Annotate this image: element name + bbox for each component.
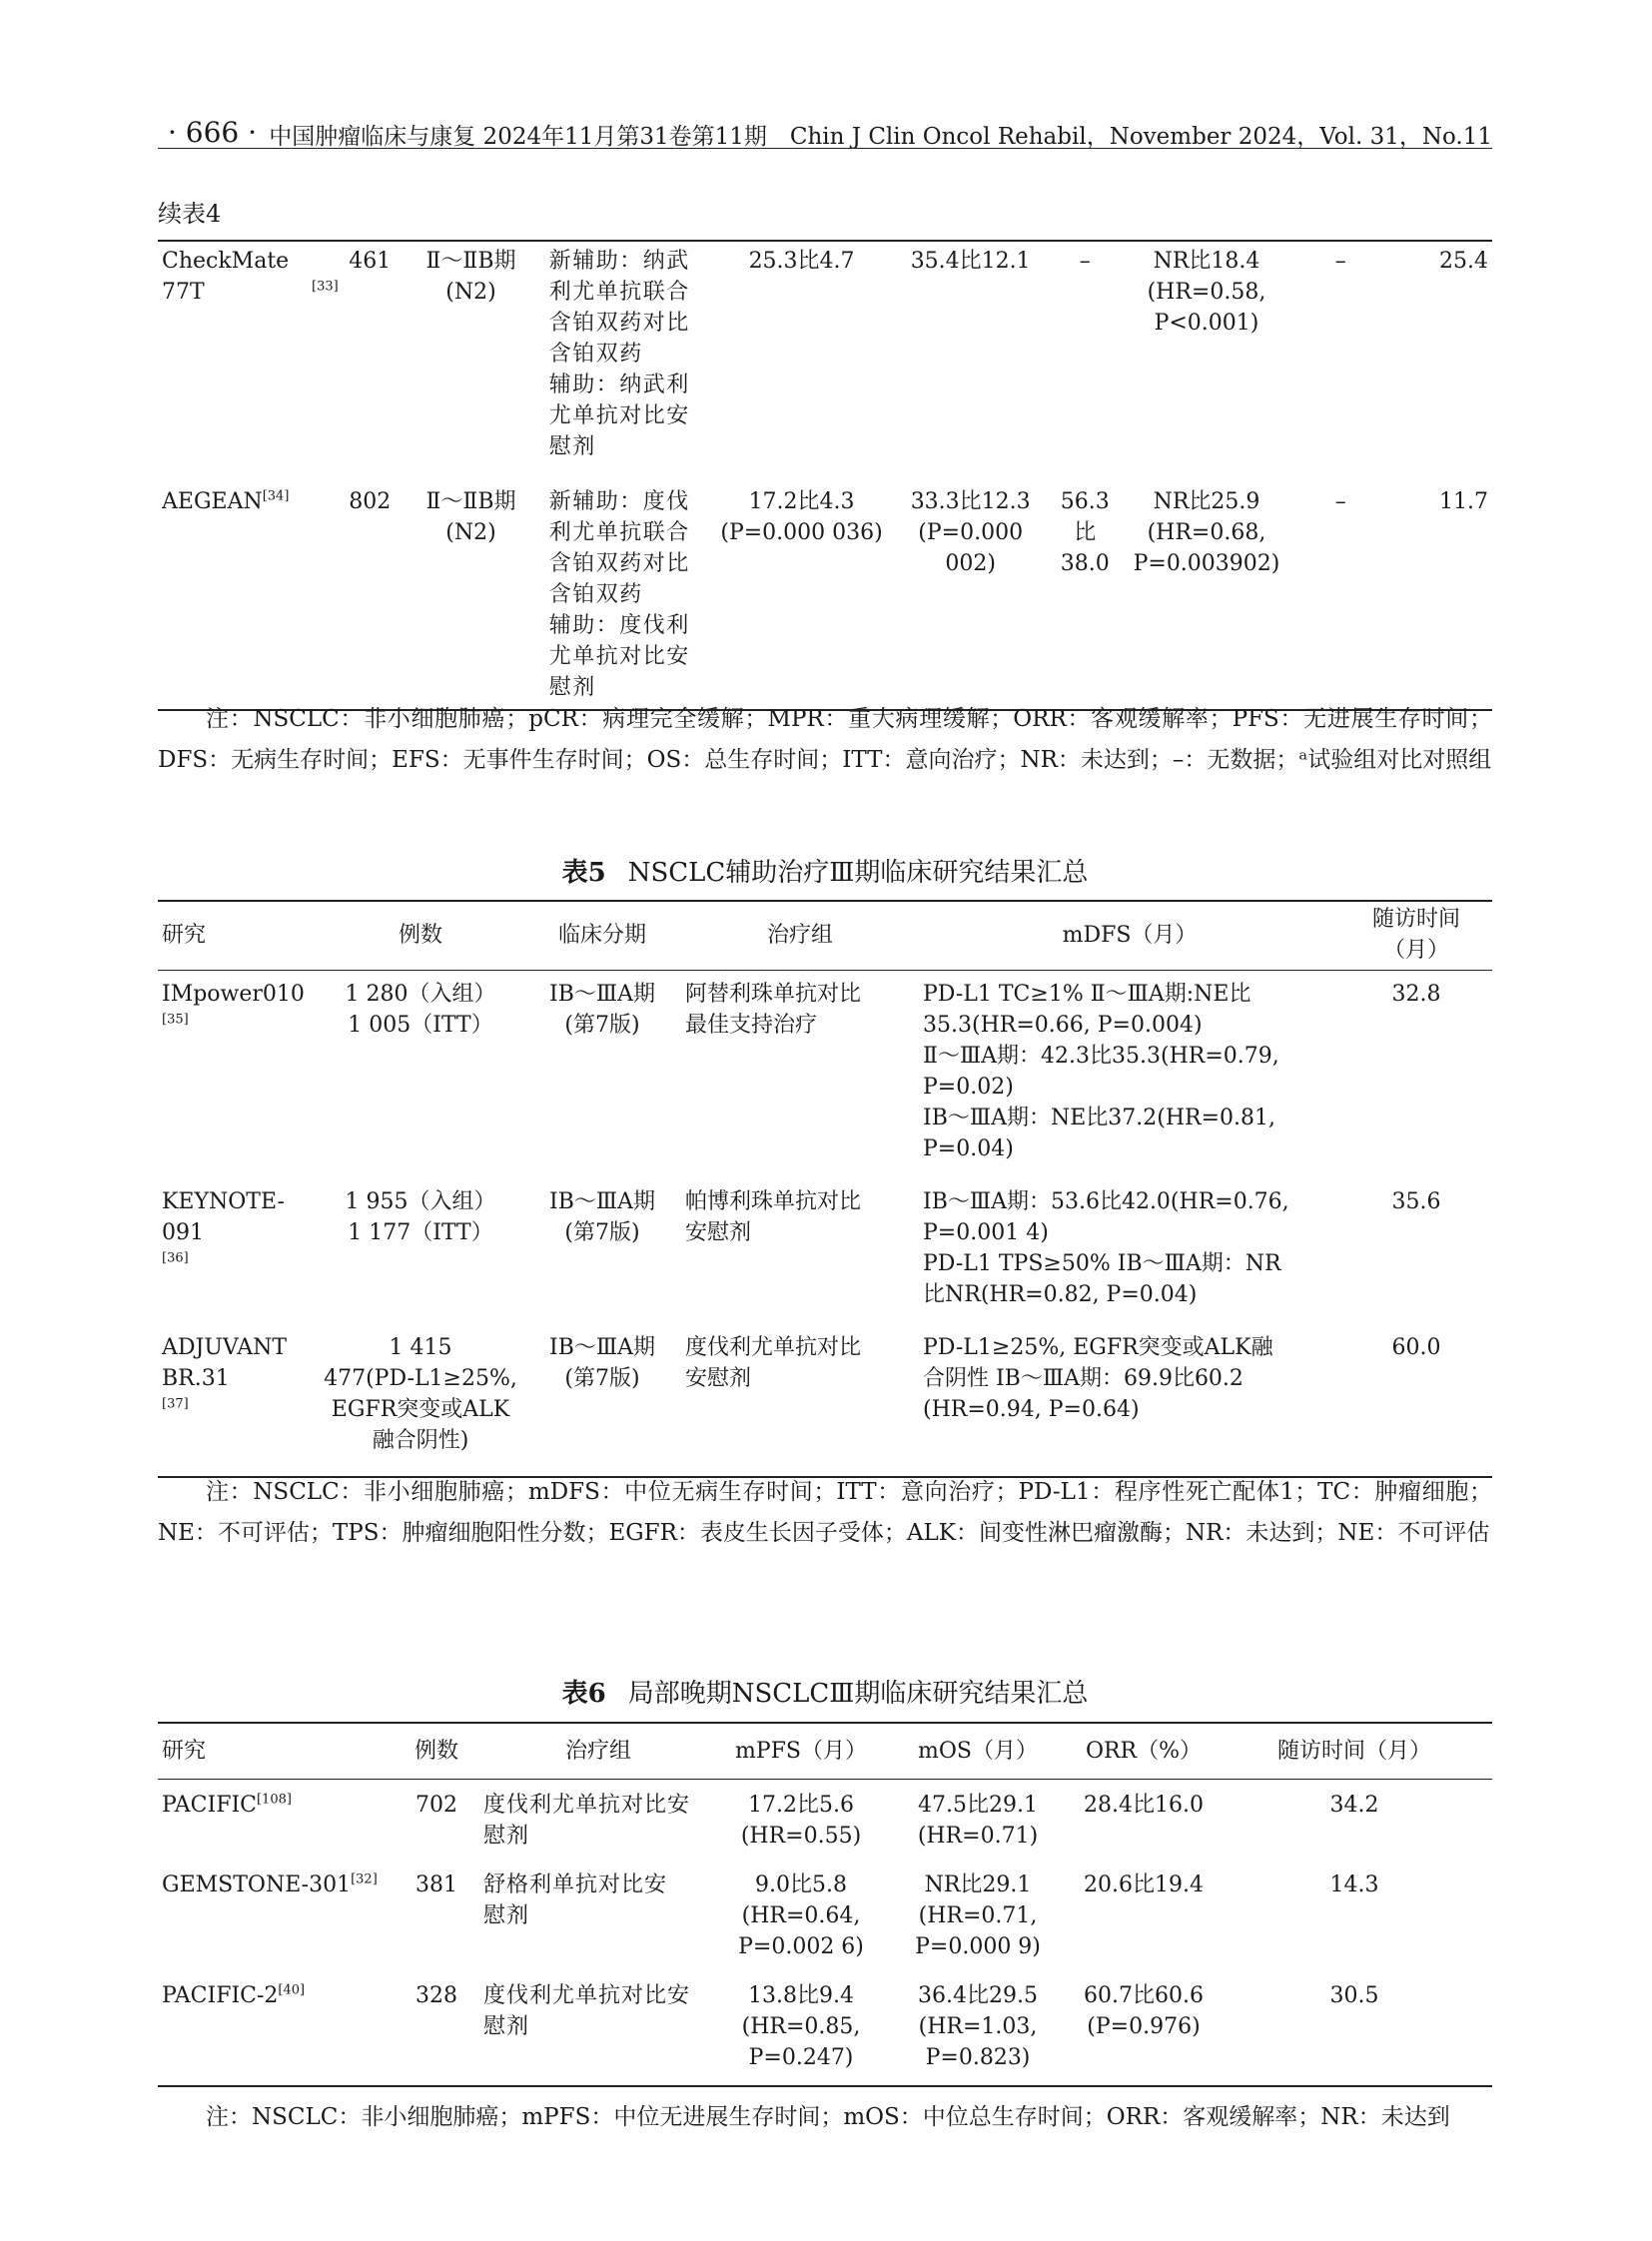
cell-line: 阿替利珠单抗对比 xyxy=(685,982,862,1007)
cell-line: 20.6比19.4 xyxy=(1084,1872,1204,1897)
th-study: 研究 xyxy=(162,923,207,948)
cell-line: 比NR(HR=0.82, P=0.04) xyxy=(923,1282,1198,1307)
study-name: IMpower010 xyxy=(162,982,305,1007)
th6-orr: ORR（%） xyxy=(1085,1739,1203,1764)
table-row xyxy=(158,1980,1492,2086)
cell-stage xyxy=(397,486,545,710)
table6-caption xyxy=(158,1673,1492,1710)
cell-line: ⅠB～ⅢA期：NE比37.2(HR=0.81, xyxy=(923,1106,1275,1130)
reference-marker: [40] xyxy=(278,1982,306,1998)
cell-line: 38.0 xyxy=(1060,551,1110,576)
cell-line: 35.3(HR=0.66, P=0.004) xyxy=(923,1013,1203,1038)
cell-line: ⅠB～ⅢA期 xyxy=(549,1189,655,1214)
cell-orr xyxy=(1071,1869,1217,1980)
th-stage: 临床分期 xyxy=(557,923,646,948)
cell-line: 利尤单抗联合 xyxy=(548,280,690,305)
cell-line: PD-L1 TC≥1% Ⅱ～ⅢA期:NE比 xyxy=(923,982,1251,1007)
cell-line: NR比29.1 xyxy=(924,1872,1032,1897)
th-followup-1: 随访时间 xyxy=(1371,907,1460,932)
cell-treatment xyxy=(681,1332,919,1477)
cell-pcr xyxy=(715,486,888,710)
cell-line: – xyxy=(1079,249,1091,274)
cell-line: (HR=1.03, xyxy=(918,2014,1038,2039)
cell-efs xyxy=(1117,241,1296,486)
cell-line: (N2) xyxy=(445,520,496,545)
cell-line: NR比18.4 xyxy=(1153,249,1260,274)
th-mdfs: mDFS（月） xyxy=(1062,923,1198,948)
cell-followup: 25.4 xyxy=(1439,249,1488,274)
table5 xyxy=(158,900,1492,1478)
cell-line: (HR=0.94, P=0.64) xyxy=(923,1397,1140,1422)
reference-marker: [33] xyxy=(312,279,339,295)
th-followup xyxy=(1340,901,1492,971)
cell-line: 35.4比12.1 xyxy=(910,249,1031,274)
table-row xyxy=(158,486,1492,710)
cell-line: 1 415 xyxy=(389,1335,452,1360)
cell-study xyxy=(158,1186,318,1332)
cell-line: 最佳支持治疗 xyxy=(685,1013,818,1038)
table4-continued xyxy=(158,240,1492,711)
cell-followup: 35.6 xyxy=(1391,1189,1441,1214)
cell-mpfs xyxy=(717,1980,885,2086)
cell-n xyxy=(318,971,523,1187)
cell-line: P=0.823) xyxy=(925,2045,1031,2070)
th6-treatment: 治疗组 xyxy=(564,1739,631,1764)
cell-line: (HR=0.71) xyxy=(917,1824,1039,1849)
cell-line: (P=0.000 002) xyxy=(918,520,1024,576)
cell-orr xyxy=(1053,241,1117,486)
cell-line: 新辅助：纳武 xyxy=(548,249,690,274)
cell-line: 25.3比4.7 xyxy=(748,249,855,274)
cell-line: 融合阴性) xyxy=(372,1428,469,1453)
th6-mpfs: mPFS（月） xyxy=(734,1739,867,1764)
cell-treatment xyxy=(545,486,715,710)
th6-followup: 随访时间（月） xyxy=(1276,1739,1431,1764)
cell-followup: 60.0 xyxy=(1391,1335,1441,1360)
cell-treatment xyxy=(479,1869,717,1980)
cell-line: 1 005（ITT） xyxy=(348,1013,493,1038)
cell-line: P<0.001) xyxy=(1154,311,1259,336)
cell-line: 安慰剂 xyxy=(685,1220,752,1245)
cell-n: 328 xyxy=(415,1983,457,2008)
cell-line: Ⅱ～ⅡB期 xyxy=(425,249,516,274)
reference-marker: [35] xyxy=(162,1012,189,1028)
study-name: PACIFIC xyxy=(162,1793,257,1818)
cell-line: 13.8比9.4 xyxy=(748,1983,854,2008)
cell-line: PD-L1 TPS≥50% ⅠB～ⅢA期：NR xyxy=(923,1251,1281,1276)
cell-followup: 30.5 xyxy=(1329,1983,1379,2008)
cell-line: 慰剂 xyxy=(483,2014,530,2039)
table5-note: 注：NSCLC：非小细胞肺癌；mDFS：中位无病生存时间；ITT：意向治疗；PD-L1：程序性死亡配体1；TC：肿瘤细胞；NE：不可评估；TPS：肿瘤细胞阳性分数；EGFR：表皮生长因子受体；ALK：间变性淋巴瘤激酶；NR：未达到；NE：不可评估 xyxy=(158,1479,1492,1546)
cell-line: 安慰剂 xyxy=(685,1366,752,1391)
th-followup-2: （月） xyxy=(1382,938,1449,963)
cell-study xyxy=(158,486,343,710)
cell-os: – xyxy=(1334,489,1346,514)
cell-stage xyxy=(523,1332,681,1477)
table-row xyxy=(158,1780,1492,1870)
cell-study xyxy=(158,1980,394,2086)
cell-stage xyxy=(523,1186,681,1332)
cell-n xyxy=(318,1186,523,1332)
cell-line: P=0.003902) xyxy=(1133,551,1280,576)
cell-line: 辅助：度伐利 xyxy=(548,613,690,638)
cell-line: (HR=0.58, xyxy=(1147,280,1266,305)
cell-line: ⅠB～ⅢA期 xyxy=(549,1335,655,1360)
table4-continued-label: 续表4 xyxy=(158,200,222,228)
cell-followup: 32.8 xyxy=(1391,982,1441,1007)
cell-line: 28.4比16.0 xyxy=(1084,1793,1204,1818)
cell-line: (HR=0.68, xyxy=(1147,520,1266,545)
cell-line: (HR=0.64, xyxy=(741,1903,861,1928)
cell-line: Ⅱ～ⅢA期：42.3比35.3(HR=0.79, xyxy=(923,1044,1279,1069)
cell-line: 36.4比29.5 xyxy=(918,1983,1038,2008)
cell-line: EGFR突变或ALK xyxy=(331,1397,510,1422)
cell-line: P=0.02) xyxy=(923,1075,1014,1100)
cell-stage xyxy=(523,971,681,1187)
cell-line: 慰剂 xyxy=(483,1824,530,1849)
running-header xyxy=(158,112,1492,152)
cell-line: PD-L1≥25%, EGFR突变或ALK融 xyxy=(923,1335,1273,1360)
study-name: KEYNOTE-091 xyxy=(162,1189,285,1245)
table-row xyxy=(158,1869,1492,1980)
cell-line: 含铂双药对比 xyxy=(548,551,690,576)
cell-line: (第7版) xyxy=(564,1220,640,1245)
cell-n: 381 xyxy=(415,1872,457,1897)
table-row xyxy=(158,971,1492,1187)
th6-mos: mOS（月） xyxy=(918,1739,1038,1764)
cell-line: ⅠB～ⅢA期：53.6比42.0(HR=0.76, xyxy=(923,1189,1289,1214)
cell-line: 度伐利尤单抗对比安 xyxy=(483,1983,691,2008)
cell-line: 含铂双药对比 xyxy=(548,311,690,336)
cell-study xyxy=(158,971,318,1187)
cell-line: 尤单抗对比安 xyxy=(548,644,690,669)
cell-line: (P=0.000 036) xyxy=(720,520,883,545)
cell-n: 802 xyxy=(349,489,392,514)
reference-marker: [108] xyxy=(256,1792,292,1808)
cell-orr xyxy=(1071,1780,1217,1870)
reference-marker: [34] xyxy=(262,488,290,504)
cell-line: (第7版) xyxy=(564,1013,640,1038)
reference-marker: [32] xyxy=(351,1871,378,1887)
cell-study xyxy=(158,1780,394,1870)
cell-study xyxy=(158,241,343,486)
table6-note: 注：NSCLC：非小细胞肺癌；mPFS：中位无进展生存时间；mOS：中位总生存时间；ORR：客观缓解率；NR：未达到 xyxy=(206,2104,1450,2130)
cell-n: 702 xyxy=(415,1793,457,1818)
study-name: AEGEAN xyxy=(162,489,263,514)
cell-line: 9.0比5.8 xyxy=(755,1872,847,1897)
cell-line: (HR=0.71, xyxy=(918,1903,1038,1928)
cell-mos xyxy=(885,1980,1071,2086)
cell-treatment xyxy=(479,1980,717,2086)
cell-mpfs xyxy=(717,1869,885,1980)
cell-pcr xyxy=(715,241,888,486)
cell-line: 477(PD-L1≥25%, xyxy=(324,1366,517,1391)
table-row xyxy=(158,1186,1492,1332)
cell-mpfs xyxy=(717,1780,885,1870)
cell-line: 慰剂 xyxy=(548,675,596,700)
cell-line: (第7版) xyxy=(564,1366,640,1391)
cell-followup: 34.2 xyxy=(1329,1793,1379,1818)
cell-line: P=0.04) xyxy=(923,1136,1014,1161)
cell-line: P=0.247) xyxy=(748,2045,854,2070)
cell-line: 新辅助：度伐 xyxy=(548,489,690,514)
cell-mpr xyxy=(888,486,1053,710)
th6-n: 例数 xyxy=(413,1739,458,1764)
header-rule xyxy=(158,148,1492,149)
cell-line: 合阴性 ⅠB～ⅢA期：69.9比60.2 xyxy=(923,1366,1243,1391)
table6 xyxy=(158,1722,1492,2087)
cell-line: 慰剂 xyxy=(548,434,596,459)
cell-mdfs xyxy=(919,971,1340,1187)
cell-followup: 11.7 xyxy=(1439,489,1488,514)
cell-line: (P=0.976) xyxy=(1087,2014,1201,2039)
cell-line: P=0.001 4) xyxy=(923,1220,1049,1245)
cell-line: 17.2比5.6 xyxy=(748,1793,854,1818)
cell-orr xyxy=(1053,486,1117,710)
cell-line: 舒格利单抗对比安 xyxy=(483,1872,668,1897)
cell-line: ⅠB～ⅢA期 xyxy=(549,982,655,1007)
cell-mpr xyxy=(888,241,1053,486)
cell-treatment xyxy=(681,971,919,1187)
table4-note: 注：NSCLC：非小细胞肺癌；pCR：病理完全缓解；MPR：重大病理缓解；ORR：客观缓解率；PFS：无进展生存时间；DFS：无病生存时间；EFS：无事件生存时间；OS：总生存时间；ITT：意向治疗；NR：未达到；–：无数据；ᵃ试验组对比对照组 xyxy=(158,706,1492,773)
cell-line: (HR=0.85, xyxy=(741,2014,861,2039)
cell-line: 47.5比29.1 xyxy=(918,1793,1038,1818)
cell-line: 度伐利尤单抗对比 xyxy=(685,1335,862,1360)
table5-header-row xyxy=(158,901,1492,971)
cell-treatment xyxy=(479,1780,717,1870)
cell-mdfs xyxy=(919,1186,1340,1332)
study-name: CheckMate 77T xyxy=(162,249,290,305)
table5-title: NSCLC辅助治疗Ⅲ期临床研究结果汇总 xyxy=(627,858,1089,888)
page-number: · 666 · xyxy=(168,116,258,149)
cell-os: – xyxy=(1334,249,1346,274)
running-title: 中国肿瘤临床与康复 2024年11月第31卷第11期 Chin J Clin Oncol Rehabil，November 2024，Vol. 31，No.11 xyxy=(269,124,1492,150)
cell-n xyxy=(318,1332,523,1477)
cell-stage xyxy=(397,241,545,486)
cell-line: 1 280（入组） xyxy=(345,982,496,1007)
cell-line: 1 177（ITT） xyxy=(348,1220,493,1245)
cell-line: 帕博利珠单抗对比 xyxy=(685,1189,862,1214)
cell-treatment xyxy=(545,241,715,486)
cell-mos xyxy=(885,1869,1071,1980)
cell-line: 60.7比60.6 xyxy=(1084,1983,1204,2008)
cell-line: 33.3比12.3 xyxy=(910,489,1031,514)
th-n: 例数 xyxy=(398,923,442,948)
cell-line: (N2) xyxy=(445,280,496,305)
cell-line: P=0.000 9) xyxy=(915,1934,1041,1959)
th6-study: 研究 xyxy=(162,1739,207,1764)
cell-line: 利尤单抗联合 xyxy=(548,520,690,545)
reference-marker: [37] xyxy=(162,1396,189,1412)
table-row xyxy=(158,241,1492,486)
cell-line: (HR=0.55) xyxy=(740,1824,862,1849)
table5-label: 表5 xyxy=(561,858,606,888)
cell-mdfs xyxy=(919,1332,1340,1477)
cell-line: 含铂双药 xyxy=(548,582,643,607)
cell-orr xyxy=(1071,1980,1217,2086)
table6-label: 表6 xyxy=(561,1679,606,1709)
cell-line: P=0.002 6) xyxy=(738,1934,864,1959)
cell-line: 慰剂 xyxy=(483,1903,530,1928)
table-row xyxy=(158,1332,1492,1477)
study-name: GEMSTONE-301 xyxy=(162,1872,352,1897)
cell-line: 含铂双药 xyxy=(548,342,643,367)
cell-line: 17.2比4.3 xyxy=(748,489,855,514)
cell-mos xyxy=(885,1780,1071,1870)
cell-line: NR比25.9 xyxy=(1153,489,1260,514)
reference-marker: [36] xyxy=(162,1250,189,1266)
cell-line: Ⅱ～ⅡB期 xyxy=(425,489,516,514)
cell-efs xyxy=(1117,486,1296,710)
cell-line: 辅助：纳武利 xyxy=(548,373,690,397)
cell-treatment xyxy=(681,1186,919,1332)
cell-study xyxy=(158,1869,394,1980)
table6-title: 局部晚期NSCLCⅢ期临床研究结果汇总 xyxy=(627,1679,1089,1709)
table6-header-row xyxy=(158,1723,1492,1780)
cell-n: 461 xyxy=(349,249,392,274)
cell-followup: 14.3 xyxy=(1329,1872,1379,1897)
cell-line: 尤单抗对比安 xyxy=(548,403,690,428)
table5-caption xyxy=(158,852,1492,889)
study-name: PACIFIC-2 xyxy=(162,1983,279,2008)
cell-line: 1 955（入组） xyxy=(345,1189,496,1214)
cell-line: 度伐利尤单抗对比安 xyxy=(483,1793,691,1818)
th-treatment: 治疗组 xyxy=(766,923,833,948)
cell-study xyxy=(158,1332,318,1477)
study-name: ADJUVANT BR.31 xyxy=(162,1335,288,1391)
cell-line: 56.3比 xyxy=(1060,489,1110,545)
